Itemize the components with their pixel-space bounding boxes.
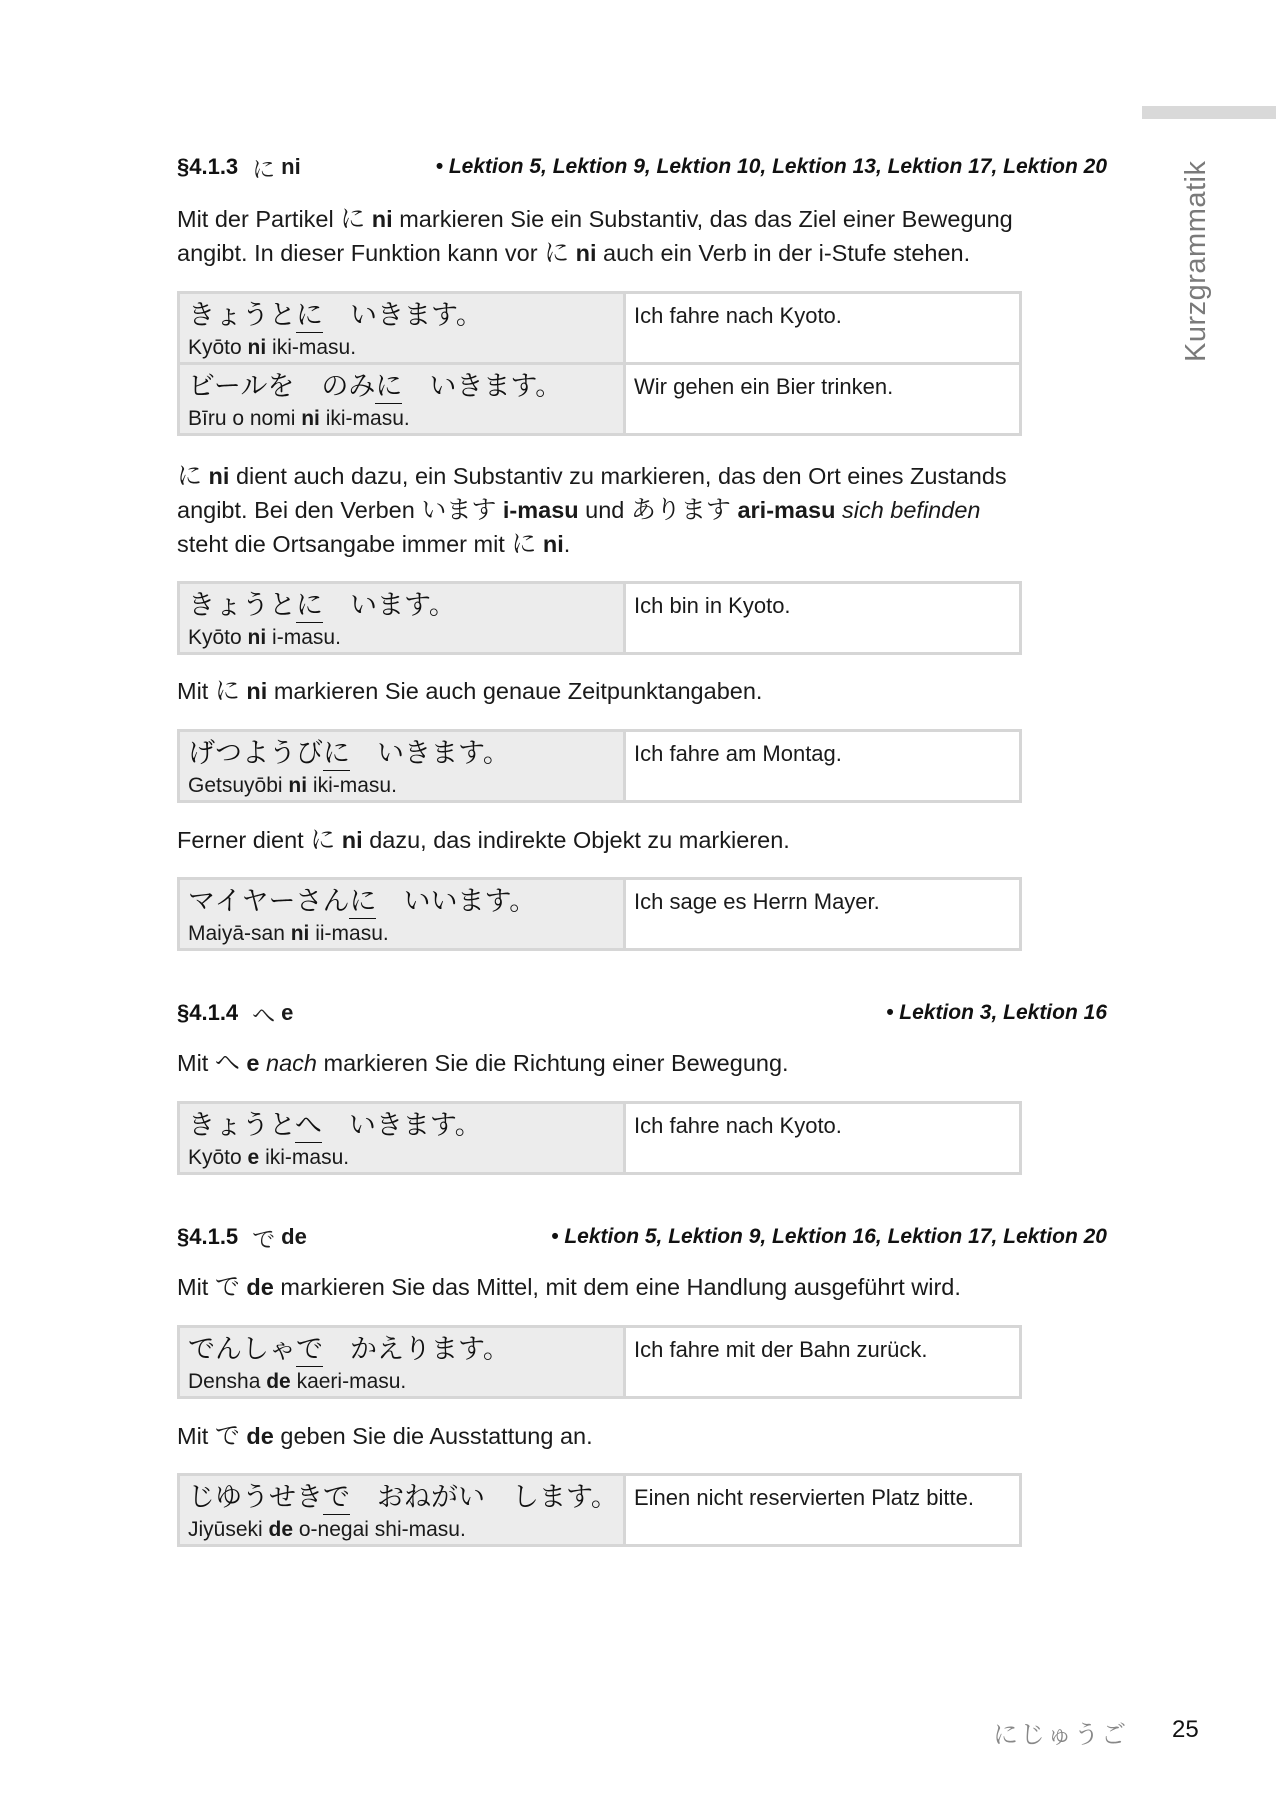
example-translation: Ich fahre nach Kyoto. xyxy=(626,1104,1019,1172)
example-row xyxy=(180,584,1019,652)
page-number: 25 xyxy=(1172,1716,1199,1743)
section-particle-romaji: ni xyxy=(281,154,301,179)
section-particle-romaji: de xyxy=(281,1224,307,1249)
paragraph-ni-goal: Mit der Partikel に ni markieren Sie ein Substantiv, das das Ziel einer Bewegung angibt. In dieser Funktion kann vor に ni auch ein Verb in der i-Stufe stehen. xyxy=(177,204,1013,267)
example-romaji: Getsuyōbi ni iki-masu. xyxy=(188,774,397,797)
paragraph-de-equipment: Mit で de geben Sie die Ausstattung an. xyxy=(177,1421,593,1450)
example-translation: Ich fahre nach Kyoto. xyxy=(626,294,1019,362)
example-table-ni-time xyxy=(177,729,1022,803)
example-romaji: Maiyā-san ni ii-masu. xyxy=(188,922,389,945)
paragraph-ni-indirect-object: Ferner dient に ni dazu, das indirekte Objekt zu markieren. xyxy=(177,825,790,854)
example-row xyxy=(180,1328,1019,1396)
paragraph-de-means: Mit で de markieren Sie das Mittel, mit dem eine Handlung ausgeführt wird. xyxy=(177,1272,961,1301)
example-romaji: Kyōto ni iki-masu. xyxy=(188,336,357,359)
example-table-de-equipment xyxy=(177,1473,1022,1547)
section-heading-4-1-5 xyxy=(177,1220,1107,1254)
example-table-e-direction xyxy=(177,1101,1022,1175)
page-number-kana: にじゅうご xyxy=(993,1720,1129,1749)
example-romaji: Kyōto e iki-masu. xyxy=(188,1146,350,1169)
section-number: §4.1.3 xyxy=(177,154,239,179)
example-table-ni-goal xyxy=(177,291,1022,436)
example-translation: Ich sage es Herrn Mayer. xyxy=(626,880,1019,948)
example-row xyxy=(180,365,1019,433)
section-lesson-refs: • Lektion 3, Lektion 16 xyxy=(886,1001,1107,1024)
paragraph-ni-time: Mit に ni markieren Sie auch genaue Zeitpunktangaben. xyxy=(177,676,763,705)
paragraph-ni-location: に ni dient auch dazu, ein Substantiv zu markieren, das den Ort eines Zustands angibt. Bei den Verben います i-masu und あります ari-masu sich befinden steht die Ortsangabe immer mit に ni. xyxy=(177,461,1007,558)
example-table-ni-location xyxy=(177,581,1022,655)
example-romaji: Jiyūseki de o-negai shi-masu. xyxy=(188,1518,466,1541)
example-row xyxy=(180,1476,1019,1544)
section-number: §4.1.5 xyxy=(177,1224,239,1249)
example-romaji: Kyōto ni i-masu. xyxy=(188,626,341,649)
example-row xyxy=(180,732,1019,800)
section-particle-kana: に xyxy=(252,156,276,183)
example-japanese: じゆうせきで おねがい します。 xyxy=(188,1482,618,1513)
section-heading-4-1-3 xyxy=(177,150,1107,184)
paragraph-e-direction: Mit へ e nach markieren Sie die Richtung einer Bewegung. xyxy=(177,1048,789,1077)
example-translation: Wir gehen ein Bier trinken. xyxy=(626,365,1019,433)
section-lesson-refs: • Lektion 5, Lektion 9, Lektion 10, Lektion 13, Lektion 17, Lektion 20 xyxy=(435,155,1107,178)
example-japanese: きょうとに います。 xyxy=(188,590,456,621)
section-particle-kana: で xyxy=(252,1226,276,1253)
example-translation: Ich bin in Kyoto. xyxy=(626,584,1019,652)
example-row xyxy=(180,1104,1019,1172)
example-japanese: げつようびに いきます。 xyxy=(188,738,510,769)
example-translation: Ich fahre mit der Bahn zurück. xyxy=(626,1328,1019,1396)
example-romaji: Bīru o nomi ni iki-masu. xyxy=(188,407,410,430)
example-japanese: きょうとへ いきます。 xyxy=(188,1110,482,1141)
section-heading-4-1-4 xyxy=(177,996,1107,1030)
section-particle-romaji: e xyxy=(281,1000,294,1025)
example-romaji: Densha de kaeri-masu. xyxy=(188,1370,407,1393)
example-japanese: マイヤーさんに いいます。 xyxy=(188,886,537,917)
example-translation: Ich fahre am Montag. xyxy=(626,732,1019,800)
example-row xyxy=(180,880,1019,948)
section-lesson-refs: • Lektion 5, Lektion 9, Lektion 16, Lektion 17, Lektion 20 xyxy=(551,1225,1107,1248)
example-table-ni-indirect-object xyxy=(177,877,1022,951)
example-table-de-means xyxy=(177,1325,1022,1399)
section-number: §4.1.4 xyxy=(177,1000,239,1025)
chapter-side-label: Kurzgrammatik xyxy=(1180,160,1212,362)
section-particle-kana: へ xyxy=(252,1002,276,1029)
chapter-tab-bar xyxy=(1142,106,1276,119)
example-japanese: ビールを のみに いきます。 xyxy=(188,371,563,402)
example-japanese: きょうとに いきます。 xyxy=(188,300,483,331)
example-translation: Einen nicht reservierten Platz bitte. xyxy=(626,1476,1019,1544)
example-row xyxy=(180,294,1019,362)
example-japanese: でんしゃで かえります。 xyxy=(188,1334,510,1365)
